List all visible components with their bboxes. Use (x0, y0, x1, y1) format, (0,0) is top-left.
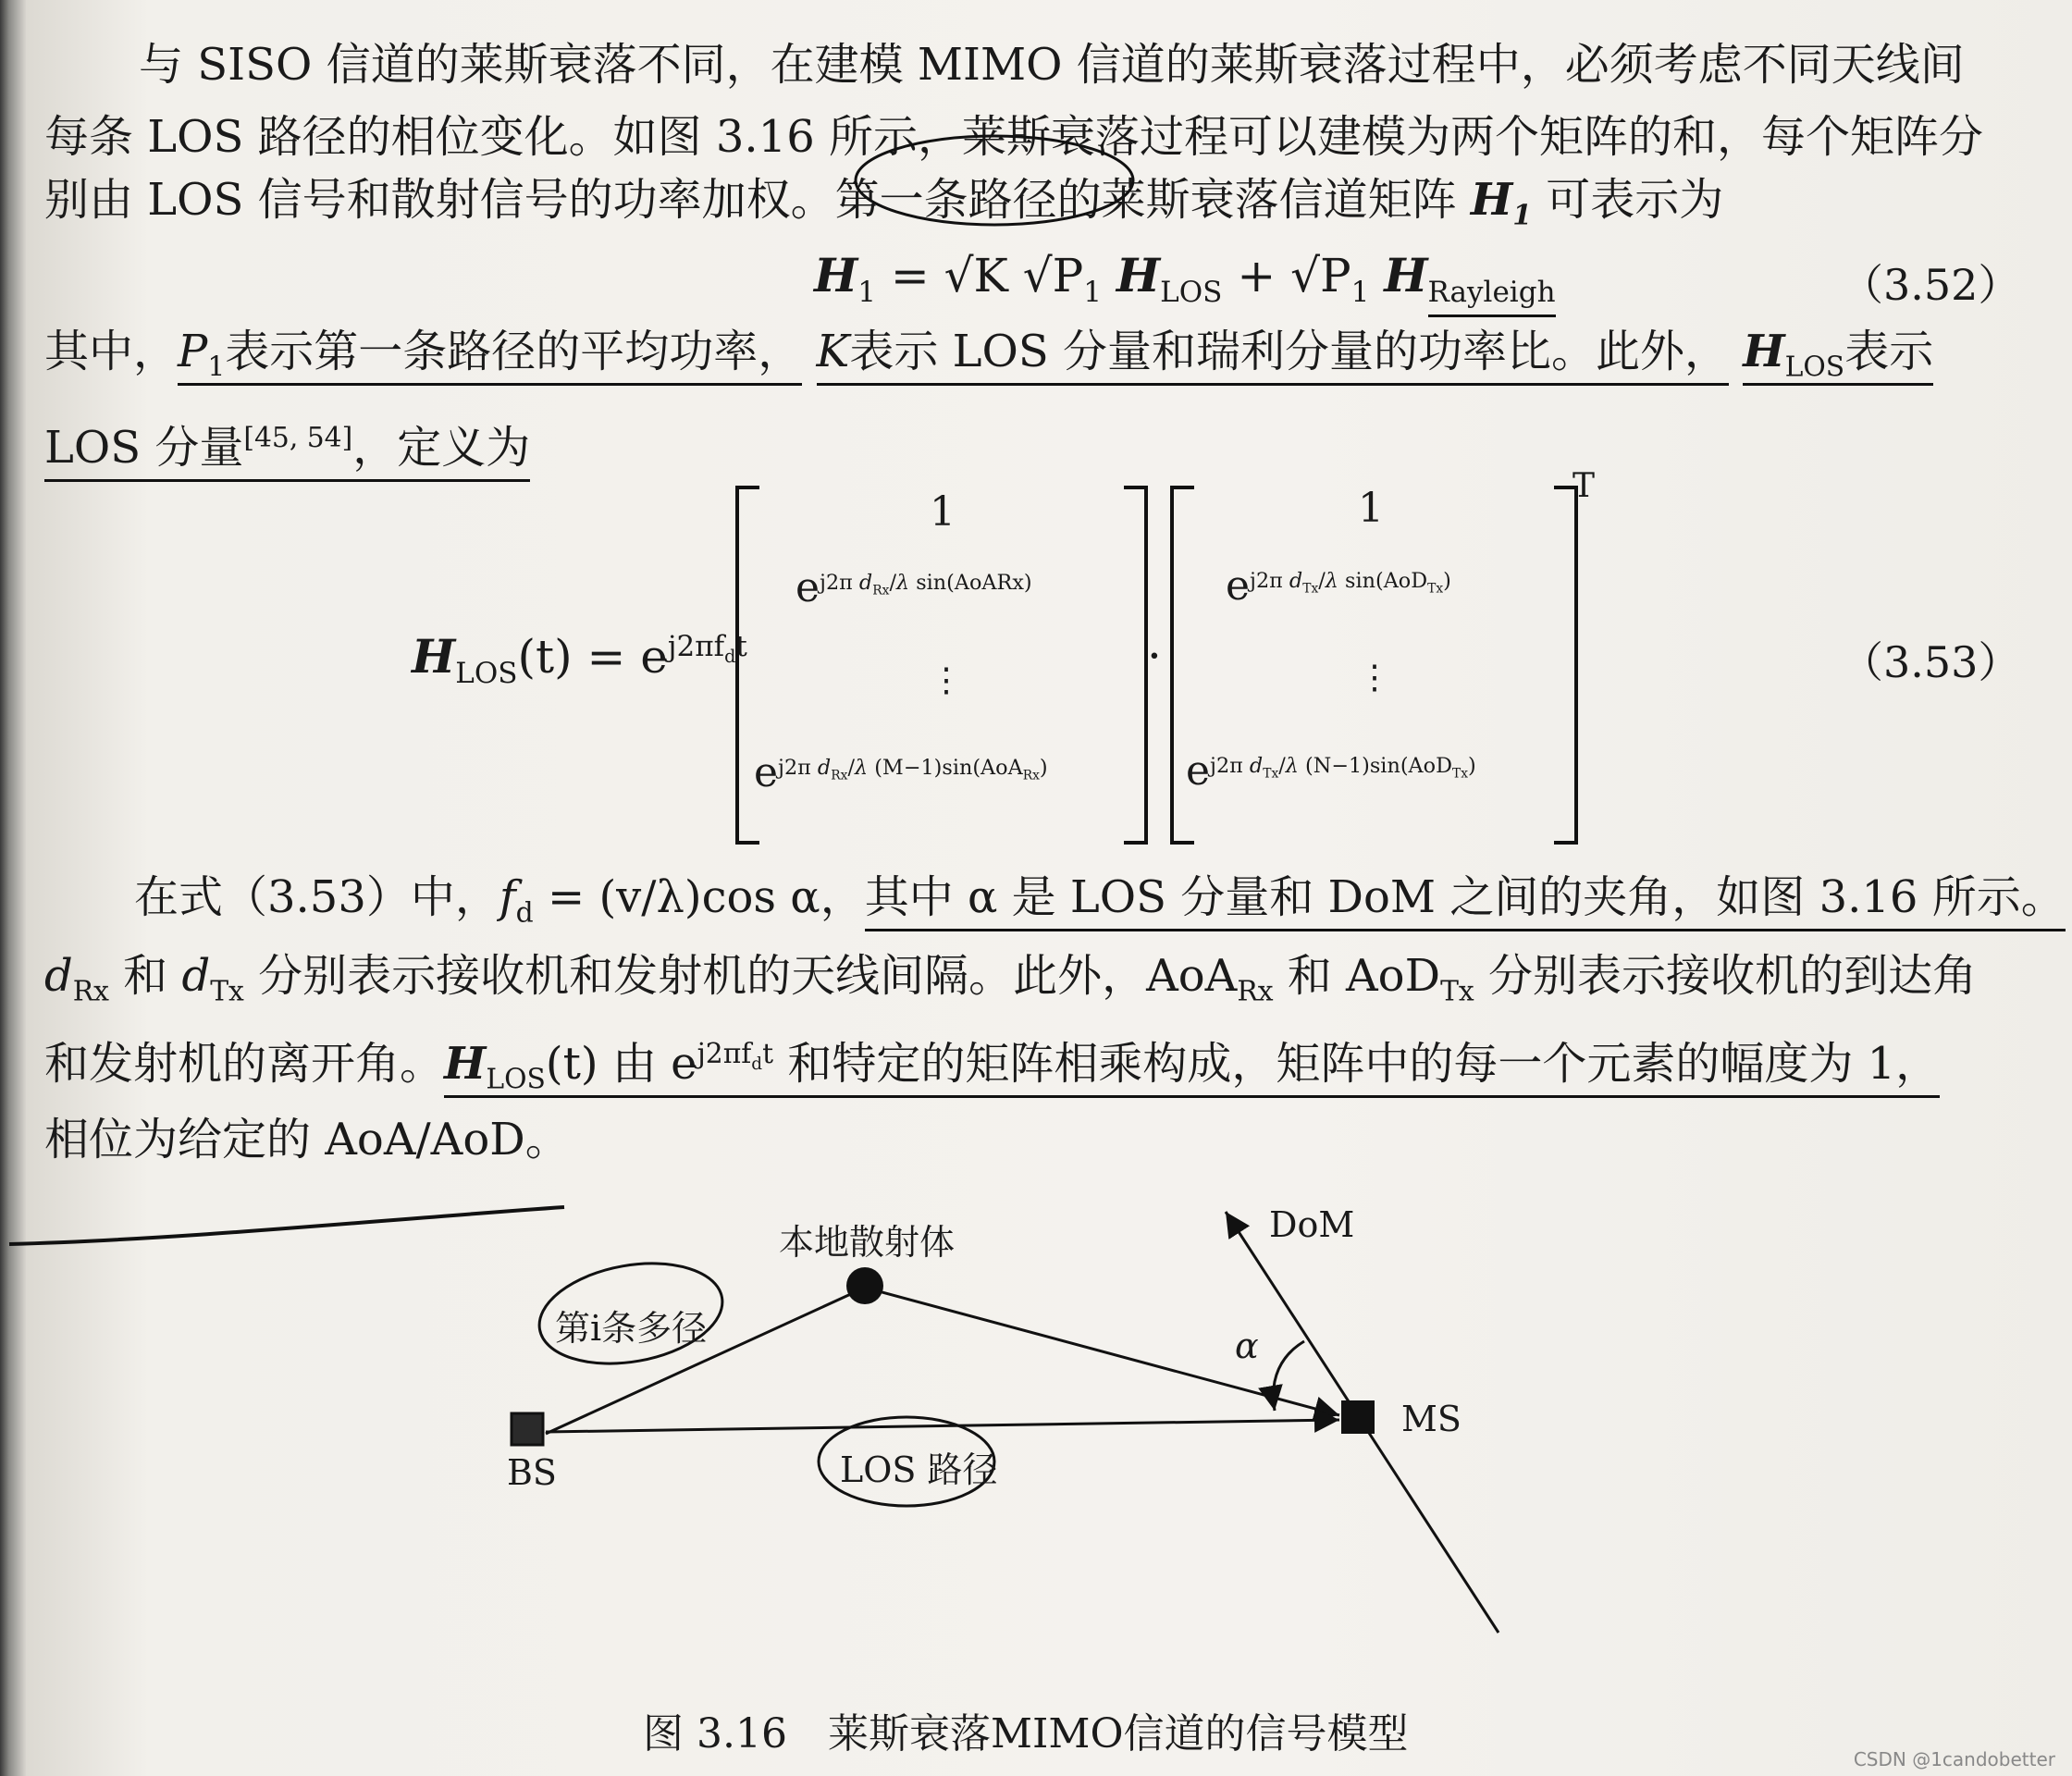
para3-line2: $d_{Rx}$ 和 $d_{Tx}$ 分别表示接收机和发射机的天线间隔。此外，AoA$_{Rx}$ 和 AoD$_{Tx}$ 分别表示接收机的到达角 (44, 950, 1977, 1008)
transpose-marker: T (1572, 467, 1596, 505)
matrix1-row3: ⋮ (930, 661, 963, 699)
handwritten-circle-first-path (856, 136, 1133, 225)
para2-line2: LOS 分量[45, 54]，定义为 (44, 411, 530, 475)
local-scatterer-node (846, 1267, 883, 1304)
matrix2-row4: $e^{j2\pi d_{Tx}/\lambda (N-1)sin(AoD_{Tx})}$ (1186, 747, 1476, 795)
label-local-scatterer: 本地散射体 (779, 1222, 956, 1263)
label-ith-multipath: 第i条多径 (555, 1308, 708, 1349)
matrix-product-dot: · (1147, 629, 1162, 683)
para2-line1: 其中，$P_1$表示第一条路径的平均功率， K表示 LOS 分量和瑞利分量的功率比。此外， $H_{LOS}$表示 (44, 324, 1933, 396)
label-alpha: α (1235, 1326, 1259, 1366)
label-dom: DoM (1269, 1204, 1355, 1245)
matrix2-row1: 1 (1358, 485, 1384, 532)
bs-node (512, 1413, 543, 1445)
handwritten-underline (9, 1207, 564, 1244)
csdn-watermark: CSDN @1candobetter (1853, 1748, 2055, 1770)
label-bs: BS (507, 1452, 557, 1493)
multipath-segment-2 (865, 1288, 1339, 1415)
para1-line2: 每条 LOS 路径的相位变化。如图 3.16 所示，莱斯衰落过程可以建模为两个矩阵的和，每个矩阵分 (44, 111, 1984, 163)
matrix2-row2: $e^{j2\pi d_{Tx}/\lambda sin(AoD_{Tx})}$ (1226, 562, 1451, 610)
matrix1-row1: 1 (930, 488, 956, 536)
equation-number-3-52: （3.52） (1841, 260, 2021, 310)
para3-line3: 和发射机的离开角。$H_{LOS}(t)$ 由 $e^{j2\pi f_dt}$ 和特定的矩阵相乘构成，矩阵中的每一个元素的幅度为 1， (44, 1027, 1940, 1108)
label-ms: MS (1401, 1399, 1462, 1439)
para1-line3-end: 可表示为 (1546, 174, 1724, 226)
para3-line4: 相位为给定的 AoA/AoD。 (44, 1114, 570, 1166)
equation-3-53-lhs: $H_{LOS}(t) = e^{j2\pi f_dt}$ (412, 629, 747, 690)
equation-number-3-53: （3.53） (1841, 637, 2021, 687)
matrix1-row2: $e^{j2\pi d_{Rx}/\lambda sin(AoARx)}$ (796, 564, 1032, 611)
matrix2-row3: ⋮ (1358, 659, 1391, 697)
para1-line1: 与 SISO 信道的莱斯衰落不同，在建模 MIMO 信道的莱斯衰落过程中，必须考虑不同天线间 (139, 39, 1965, 91)
symbol-h1: $H_1$ (1470, 174, 1532, 232)
para1-line3-text: 别由 LOS 信号和散射信号的功率加权。第一条路径的莱斯衰落信道矩阵 (44, 174, 1457, 226)
label-los-path: LOS 路径 (840, 1449, 998, 1490)
matrix1-row4: $e^{j2\pi d_{Rx}/\lambda (M-1)sin(AoA_{Rx})}$ (754, 749, 1048, 796)
equation-3-52: $H_1 = √K$ $√P_1$ $H_{LOS} + √P_1$ $H_{Rayleigh}$ (814, 248, 1556, 309)
ms-node (1341, 1400, 1375, 1434)
figure-caption: 图 3.16 莱斯衰落MIMO信道的信号模型 (643, 1710, 1409, 1758)
para3-line1: 在式（3.53）中，$f_d = (v/\lambda)\cos$ α，其中 α 是 LOS 分量和 DoM 之间的夹角，如图 3.16 所示。 (134, 870, 2066, 942)
